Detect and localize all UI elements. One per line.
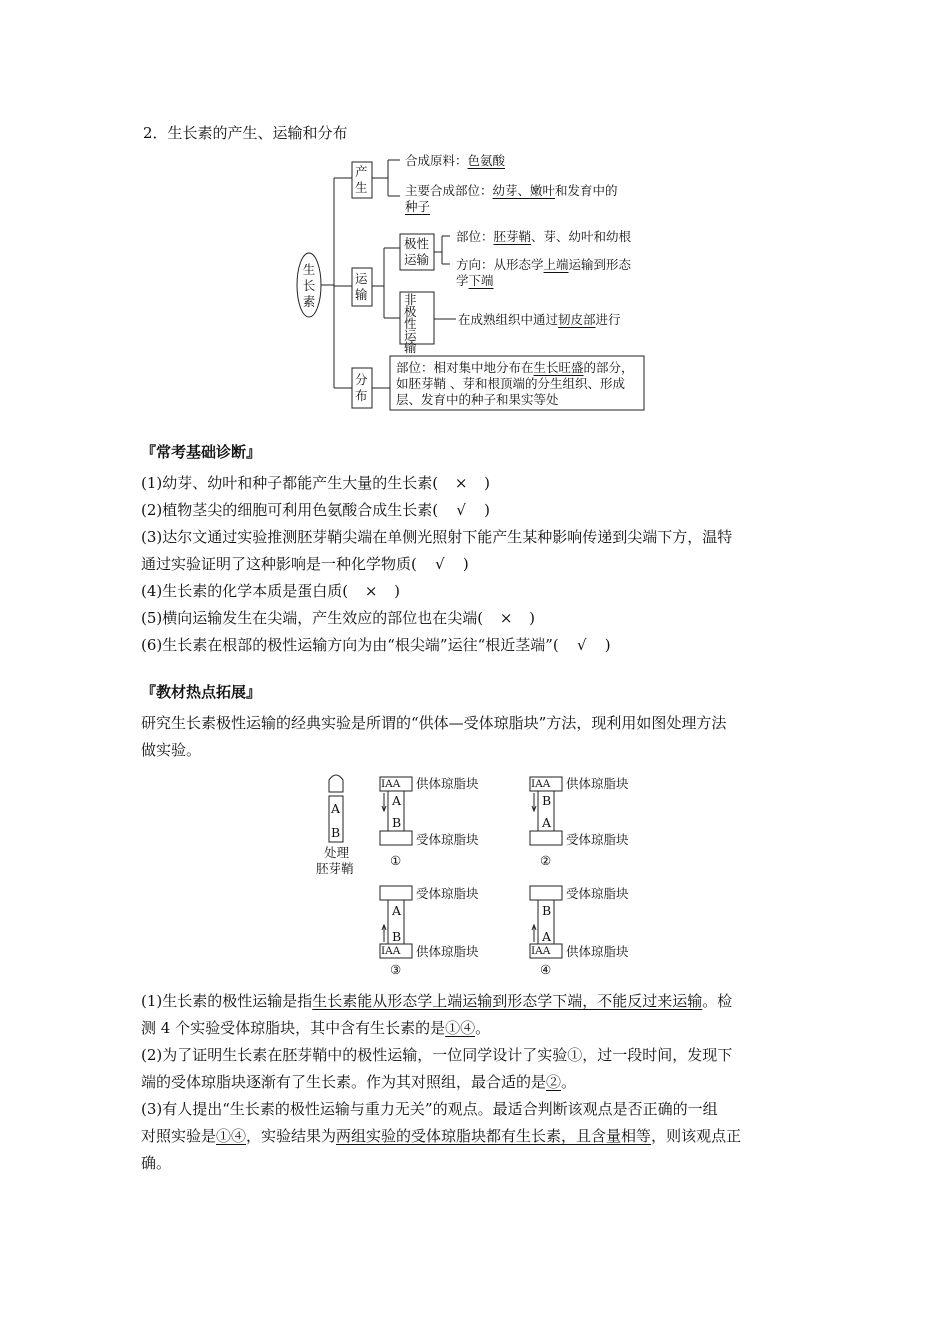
exp3-label-b: B: [392, 929, 402, 944]
question-3-line-1: (3)有人提出“生长素的极性运输与重力无关”的观点。最适合判断该观点是否正确的一组: [141, 1100, 718, 1118]
diagnosis-item: (4)生长素的化学本质是蛋白质( × ): [141, 578, 821, 605]
distribute-line-2: 如胚芽鞘 、芽和根顶端的分生组织、形成: [396, 376, 625, 391]
exp3-receiver-label: 受体琼脂块: [416, 886, 479, 901]
question-3-answer-1: ①④: [216, 1127, 247, 1145]
question-3-line-2: 对照实验是①④，实验结果为两组实验的受体琼脂块都有生长素，且含量相等，则该观点正: [141, 1127, 742, 1145]
distribute-node-label: 分布: [355, 372, 368, 403]
section-heading: 2．生长素的产生、运输和分布: [143, 124, 348, 142]
exp4-donor-label: 供体琼脂块: [566, 944, 629, 959]
exp2-label-a: A: [542, 815, 552, 830]
exp3-donor-label: 供体琼脂块: [416, 944, 479, 959]
diagnosis-item: (1)幼芽、幼叶和种子都能产生大量的生长素( × ): [141, 470, 821, 497]
exp1-iaa-label: IAA: [381, 778, 401, 790]
bracket-open-icon: 『: [141, 683, 157, 701]
diagnosis-item: 通过实验证明了这种影响是一种化学物质( √ ): [141, 551, 821, 578]
raw-material-answer: 色氨酸: [467, 153, 506, 168]
polar-direction-answer-2: 下端: [468, 273, 494, 288]
exp4-receiver-label: 受体琼脂块: [566, 886, 629, 901]
diagnosis-item: (5)横向运输发生在尖端，产生效应的部位也在尖端( × ): [141, 605, 821, 632]
diagnosis-list: [141, 470, 821, 659]
diagnosis-answer-mark: √: [577, 636, 587, 654]
nonpolar-answer: 韧皮部: [558, 312, 596, 327]
synthesis-site-line-2: [405, 198, 430, 215]
diagnosis-item: (3)达尔文通过实验推测胚芽鞘尖端在单侧光照射下能产生某种影响传递到尖端下方，温特: [141, 528, 733, 546]
diagnosis-answer-mark: √: [456, 501, 466, 519]
experiment-figure: [312, 772, 632, 982]
section-title-textbook-extension: 『教材热点拓展』: [141, 683, 262, 701]
root-node-label: 生长素: [302, 262, 316, 309]
diagnosis-item: (6)生长素在根部的极性运输方向为由“根尖端”运往“根近茎端”( √ ): [141, 632, 821, 659]
question-1-line-2: 测 4 个实验受体琼脂块，其中含有生长素的是①④。: [141, 1019, 491, 1037]
exp3-iaa-label: IAA: [381, 945, 401, 957]
exp1-label-a: A: [392, 793, 402, 808]
exp1-donor-label: 供体琼脂块: [416, 776, 479, 791]
diagnosis-item: (2)植物茎尖的细胞可利用色氨酸合成生长素( √ ): [141, 497, 821, 524]
exp2-donor-label: 供体琼脂块: [566, 776, 629, 791]
coleoptile-label-a: A: [331, 801, 341, 816]
coleoptile-caption-2: 胚芽鞘: [316, 861, 354, 876]
diagnosis-answer-mark: ×: [364, 582, 378, 600]
intro-line-2: 做实验。: [141, 741, 202, 759]
exp4-label-a: A: [542, 929, 552, 944]
distribute-answer: 生长旺盛: [533, 360, 584, 375]
exp2-label-b: B: [542, 793, 552, 808]
transport-node-label: 运输: [355, 271, 368, 302]
exp4-number: ④: [540, 962, 552, 977]
exp2-number: ②: [540, 853, 552, 868]
nonpolar-text: 在成熟组织中通过韧皮部进行: [458, 312, 621, 327]
distribute-line-1: 部位：相对集中地分布在生长旺盛的部分，: [396, 360, 634, 375]
produce-node-label: 产生: [355, 164, 368, 195]
bracket-close-icon: 』: [246, 443, 262, 461]
section-title-basic-diagnosis: 『常考基础诊断』: [141, 443, 262, 461]
question-1-line-1: (1)生长素的极性运输是指生长素能从形态学上端运输到形态学下端，不能反过来运输。检: [141, 992, 733, 1010]
coleoptile-label-b: B: [331, 825, 341, 840]
polar-direction-line-2: 学下端: [456, 273, 494, 288]
exp2-iaa-label: IAA: [531, 778, 551, 790]
diagnosis-answer-mark: ×: [499, 609, 513, 627]
question-1-answer-1: 生长素能从形态学上端运输到形态学下端，不能反过来运输: [312, 992, 703, 1010]
concept-map: [296, 150, 656, 416]
synthesis-site-answer-2: 种子: [405, 199, 431, 214]
diagnosis-answer-mark: √: [435, 555, 445, 573]
coleoptile-caption-1: 处理: [324, 845, 350, 860]
bracket-open-icon: 『: [141, 443, 157, 461]
exp4-iaa-label: IAA: [531, 945, 551, 957]
polar-transport-label: 极性运输: [404, 236, 430, 267]
synthesis-site-line: 主要合成部位：幼芽、嫩叶和发育中的: [405, 183, 618, 198]
exp3-label-a: A: [392, 903, 402, 918]
polar-site-answer: 胚芽鞘: [493, 229, 532, 244]
polar-direction-line: 方向：从形态学上端运输到形态: [456, 257, 632, 272]
question-2-line-1: (2)为了证明生长素在胚芽鞘中的极性运输，一位同学设计了实验①，过一段时间，发现下: [141, 1046, 733, 1064]
exp2-receiver-label: 受体琼脂块: [566, 832, 629, 847]
exp3-number: ③: [390, 962, 402, 977]
diagnosis-answer-mark: ×: [454, 474, 468, 492]
question-3-line-3: 确。: [141, 1154, 172, 1172]
question-1-answer-2: ①④: [445, 1019, 476, 1037]
exp1-receiver-label: 受体琼脂块: [416, 832, 479, 847]
intro-line-1: 研究生长素极性运输的经典实验是所谓的“供体—受体琼脂块”方法，现利用如图处理方法: [141, 714, 727, 732]
polar-direction-answer-1: 上端: [543, 257, 569, 272]
synthesis-site-answer-1: 幼芽、嫩叶: [492, 183, 556, 198]
distribute-line-3: 层、发育中的种子和果实等处: [396, 392, 559, 407]
exp4-label-b: B: [542, 903, 552, 918]
exp1-number: ①: [390, 853, 402, 868]
question-2-line-2: 端的受体琼脂块逐渐有了生长素。作为其对照组，最合适的是②。: [141, 1073, 577, 1091]
nonpolar-transport-label: 非极性运输: [404, 292, 417, 355]
exp1-label-b: B: [392, 815, 402, 830]
question-2-answer: ②: [546, 1073, 562, 1091]
raw-material-line: 合成原料：色氨酸: [405, 153, 506, 168]
polar-site-line: 部位：胚芽鞘、芽、幼叶和幼根: [456, 229, 632, 244]
question-3-answer-2: 两组实验的受体琼脂块都有生长素，且含量相等: [336, 1127, 652, 1145]
bracket-close-icon: 』: [246, 683, 262, 701]
